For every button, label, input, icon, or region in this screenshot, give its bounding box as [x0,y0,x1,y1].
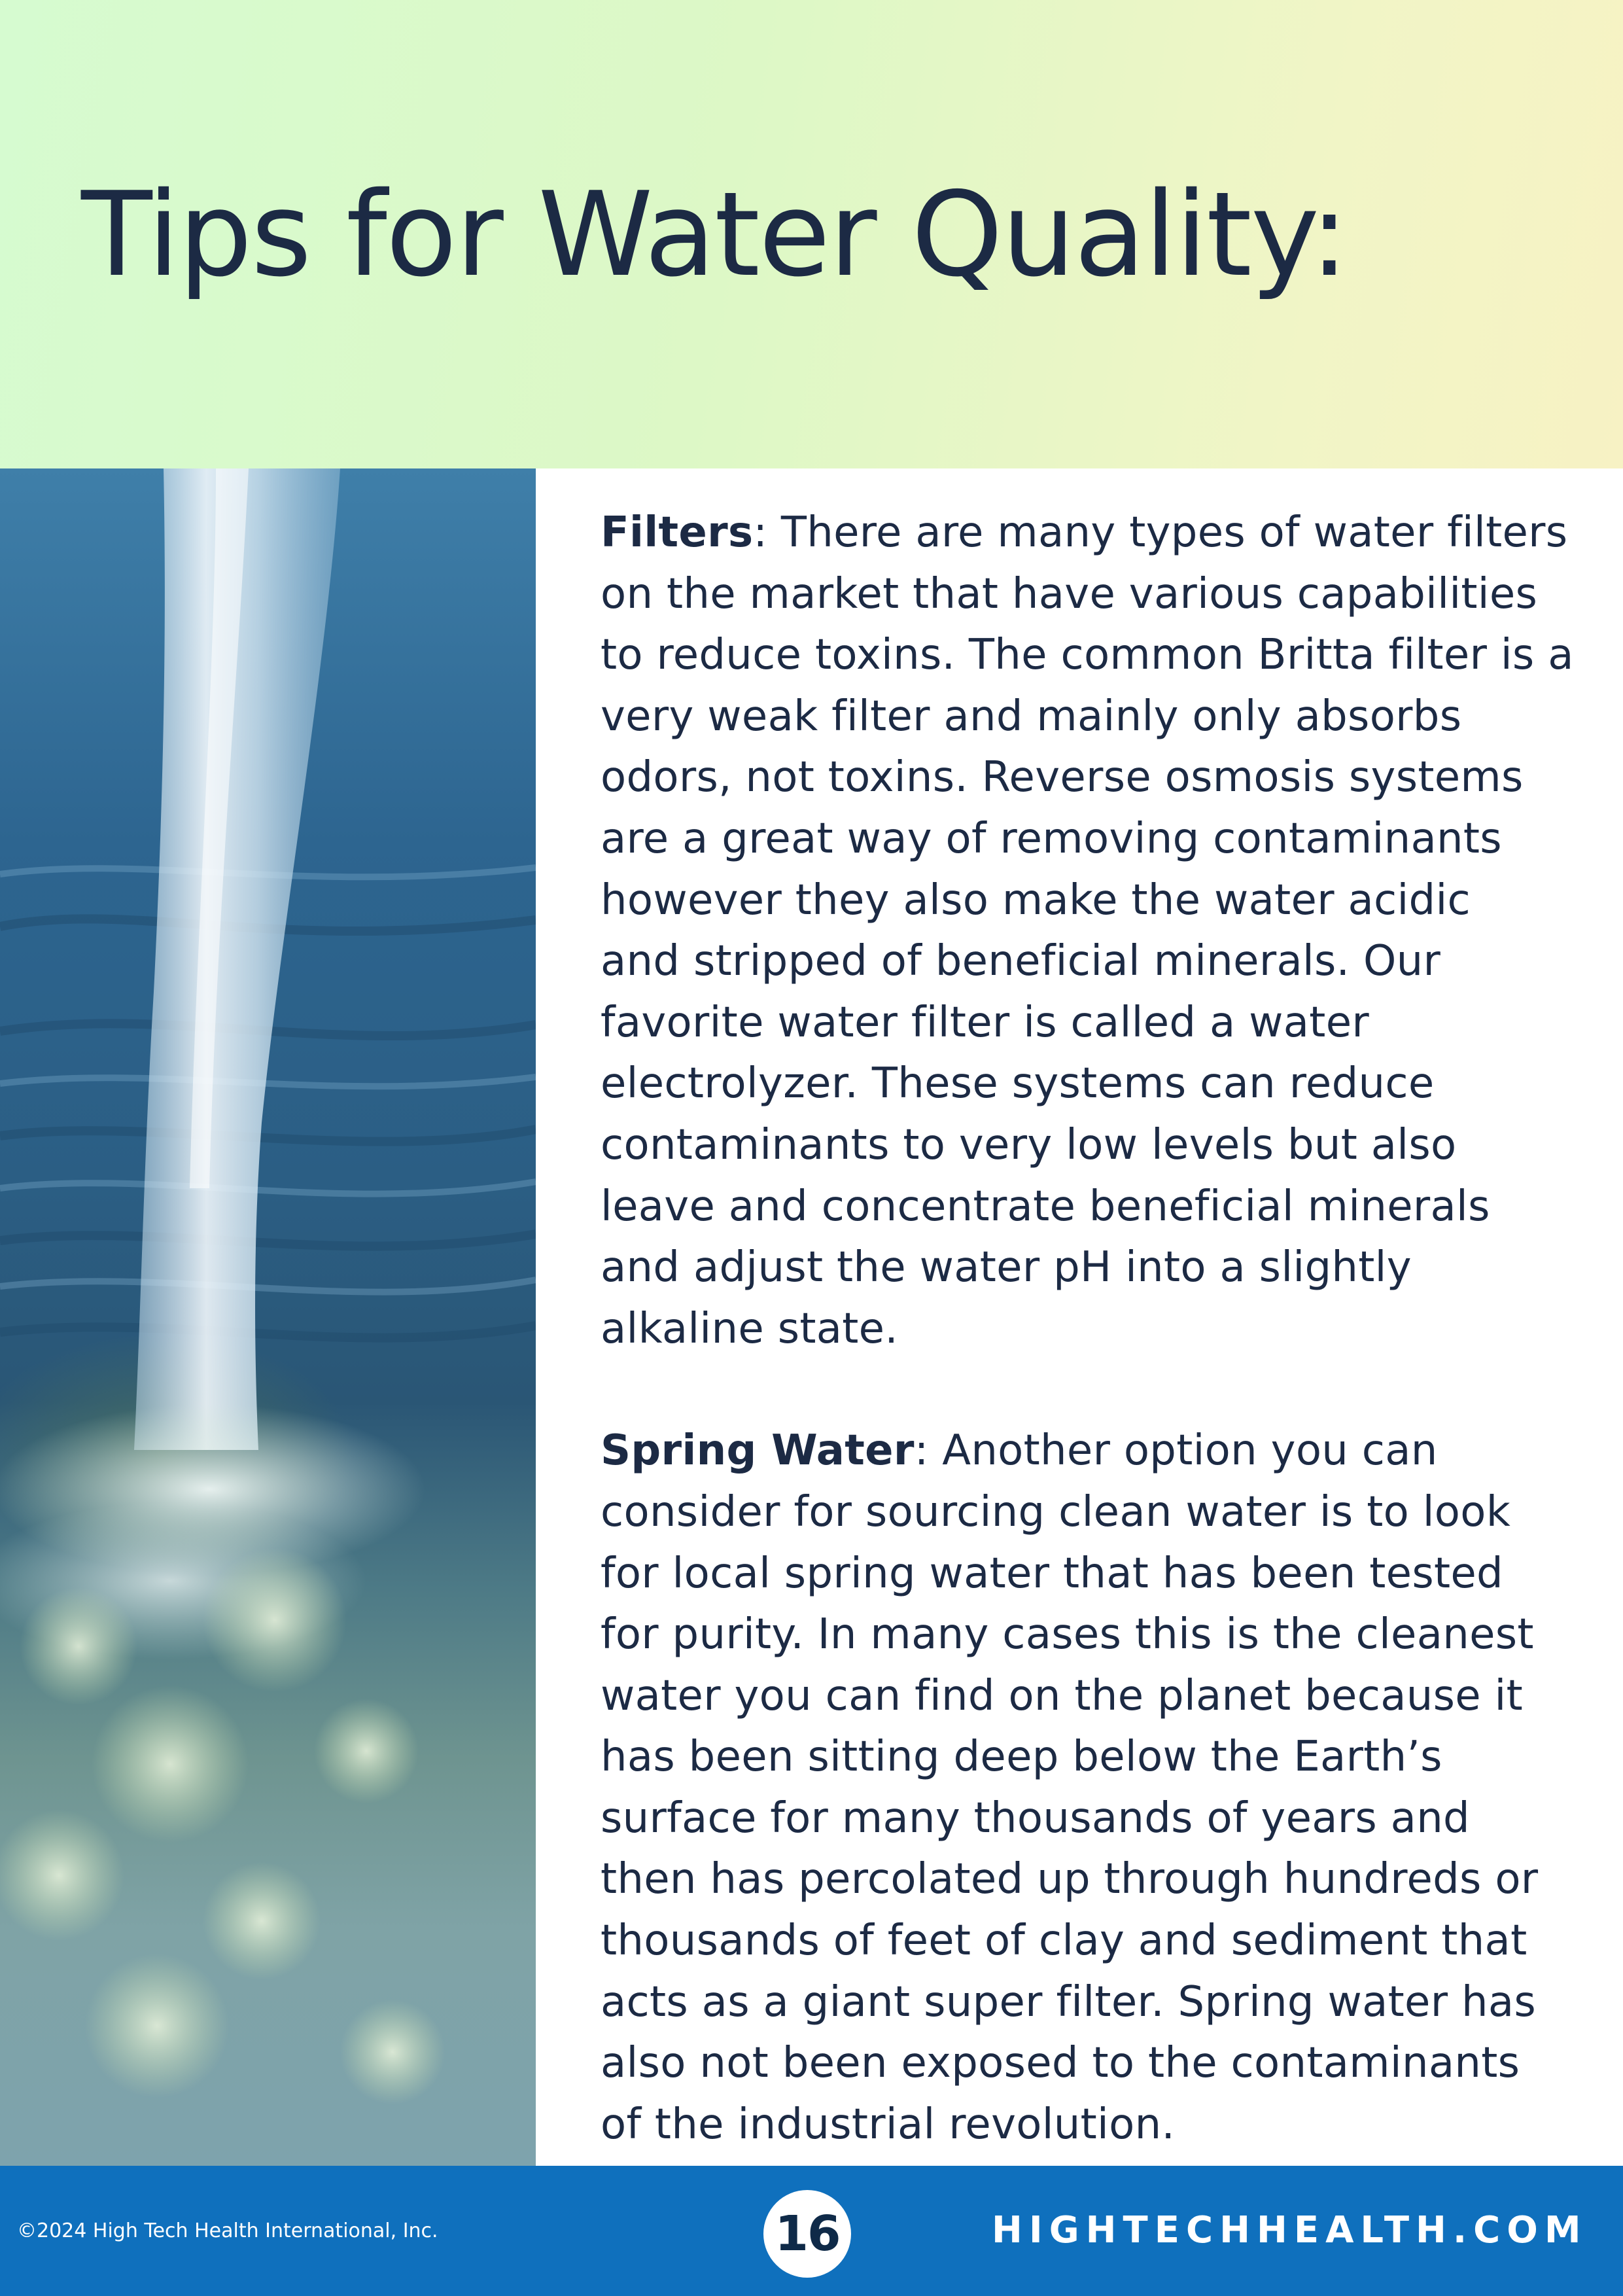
text-line: are a great way of removing contaminants [601,814,1502,863]
water-stream-photo [0,468,536,2166]
text-line: on the market that have various capabilities [601,569,1538,618]
filters-paragraph [601,503,1582,1360]
copyright-text: ©2024 High Tech Health International, Inc. [17,2219,438,2242]
text-line: surface for many thousands of years and [601,1793,1470,1843]
text-span: : Another option you can [914,1426,1438,1475]
header-band [0,0,1623,468]
text-line: also not been exposed to the contaminants [601,2039,1520,2088]
spring-water-term: Spring Water [601,1426,915,1475]
text-line: alkaline state. [601,1304,898,1353]
website-link[interactable]: HIGHTECHHEALTH.COM [992,2209,1588,2252]
text-line: very weak filter and mainly only absorbs [601,692,1462,741]
text-line: contaminants to very low levels but also [601,1120,1457,1169]
text-line: consider for sourcing clean water is to look [601,1487,1511,1536]
text-line: water you can find on the planet because it [601,1671,1524,1720]
text-line: of the industrial revolution. [601,2100,1176,2149]
text-line: odors, not toxins. Reverse osmosis systems [601,753,1524,802]
page-number-badge: 16 [763,2190,851,2278]
text-line: and stripped of beneficial minerals. Our [601,937,1441,986]
body-text [601,503,1582,2155]
text-span: : There are many types of water filters [753,508,1568,557]
text-line: electrolyzer. These systems can reduce [601,1059,1435,1108]
text-line: leave and concentrate beneficial minerals [601,1182,1490,1231]
page-title: Tips for Water Quality: [81,167,1348,302]
text-line: thousands of feet of clay and sediment that [601,1916,1527,1966]
text-line: and adjust the water pH into a slightly [601,1243,1412,1292]
filters-term: Filters [601,508,754,557]
text-line: then has percolated up through hundreds or [601,1855,1539,1904]
text-line [601,503,1582,564]
text-line: for local spring water that has been tested [601,1549,1503,1598]
water-stream-illustration [0,468,536,2166]
text-line: has been sitting deep below the Earth’s [601,1733,1442,1782]
text-line: for purity. In many cases this is the cleanest [601,1610,1534,1659]
text-line [601,1421,1582,1482]
text-line: to reduce toxins. The common Britta filter is a [601,631,1574,680]
footer-bar [0,2166,1623,2296]
text-line: acts as a giant super filter. Spring water has [601,1977,1537,2026]
text-line: however they also make the water acidic [601,875,1471,925]
spring-water-paragraph [601,1421,1582,2155]
text-line: favorite water filter is called a water [601,998,1369,1047]
